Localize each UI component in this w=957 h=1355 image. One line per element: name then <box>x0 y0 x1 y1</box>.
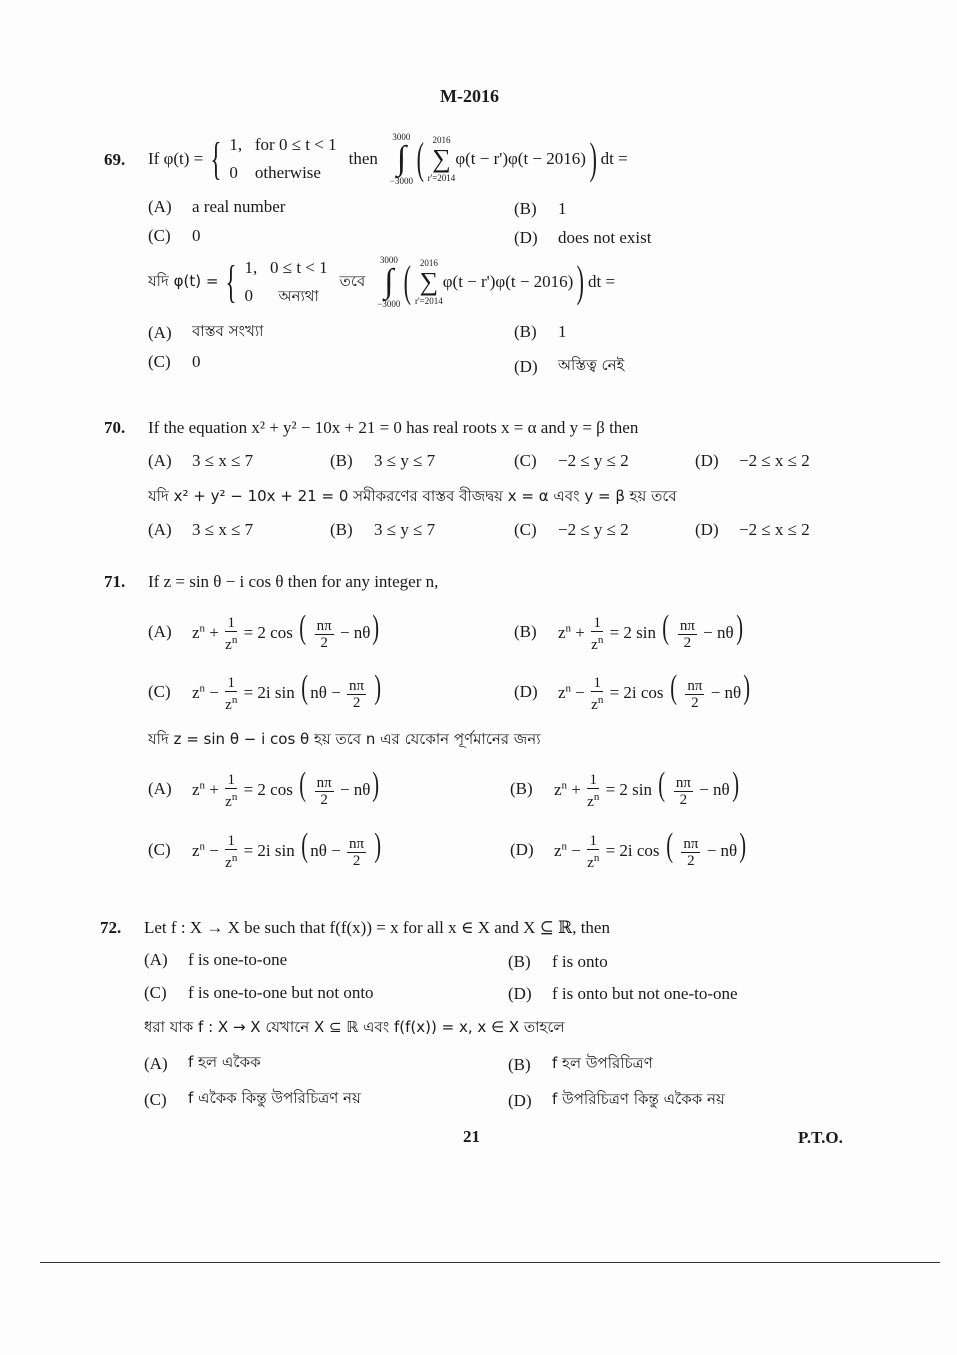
q69-statement <box>148 128 628 190</box>
case-cond: 0 ≤ t < 1 <box>270 258 328 277</box>
option-label: (C) <box>148 840 171 859</box>
option-text: f is onto but not one-to-one <box>552 984 738 1003</box>
q70-statement-bengali: যদি x² + y² − 10x + 21 = 0 সমীকরণের বাস্তব বীজদ্বয় x = α এবং y = β হয় তবে <box>148 487 677 505</box>
sign: + <box>571 779 581 799</box>
option-label: (A) <box>148 451 172 470</box>
option-text: f হল উপরিচিত্রণ <box>552 1054 653 1072</box>
limit: −3000 <box>389 176 413 186</box>
option-label: (B) <box>510 779 533 798</box>
numerator: nπ <box>679 617 695 634</box>
rhs: = 2i cos <box>609 682 664 702</box>
option-d-bengali[interactable] <box>514 354 624 379</box>
paren: ) <box>577 257 585 306</box>
limit: 2016 <box>419 258 438 268</box>
option-text: বাস্তব সংখ্যা <box>192 322 264 340</box>
q71-statement-bengali: যদি z = sin θ − i cos θ হয় তবে n এর যেকোন পূর্ণমানের জন্য <box>148 730 541 748</box>
q70-statement: If the equation x² + y² − 10x + 21 = 0 has real roots x = α and y = β then <box>148 418 639 437</box>
fraction <box>315 775 334 808</box>
integral: 3000 ∫ −3000 <box>389 132 413 186</box>
sign: + <box>209 779 219 799</box>
option-label: (A) <box>148 779 172 798</box>
option-b[interactable] <box>514 199 567 219</box>
option-label: (D) <box>695 451 719 470</box>
option-label: (D) <box>514 356 538 376</box>
option-label: (C) <box>148 226 171 245</box>
option-label: (D) <box>510 840 534 859</box>
option-label: (C) <box>148 682 171 701</box>
z: z <box>591 637 598 654</box>
option-a-bengali[interactable] <box>148 320 264 345</box>
summation: 2016 ∑ r'=2014 <box>427 135 456 183</box>
paren: ( <box>662 608 670 646</box>
paren: ( <box>301 668 309 706</box>
exponent: n <box>561 779 568 792</box>
rhs: = 2i sin <box>243 682 295 702</box>
option-text: f একৈক কিন্তু উপরিচিত্রণ নয় <box>188 1089 361 1107</box>
case-cond: for 0 ≤ t < 1 <box>254 135 337 154</box>
numerator: 1 <box>589 833 597 850</box>
case-cond: অন্যথা <box>278 287 319 305</box>
denominator <box>591 632 603 653</box>
denominator: 2 <box>679 791 688 808</box>
z: z <box>587 855 594 872</box>
option-a[interactable] <box>148 608 382 654</box>
option-b-bengali[interactable] <box>514 322 567 342</box>
numerator: 1 <box>227 772 235 789</box>
option-label: (B) <box>514 322 537 341</box>
q71-statement: If z = sin θ − i cos θ then for any integer n, <box>148 572 439 591</box>
option-c[interactable] <box>144 983 374 1003</box>
paren: ( <box>404 257 412 306</box>
page-number: 21 <box>463 1127 480 1146</box>
option-label: (A) <box>148 622 172 641</box>
fraction <box>347 836 366 869</box>
fraction <box>347 678 366 711</box>
cases <box>245 254 328 310</box>
option-a-bengali[interactable] <box>148 765 382 811</box>
exponent: n <box>199 682 206 695</box>
option-label: (D) <box>514 228 538 247</box>
case-value: 0 <box>229 163 238 182</box>
sign: − <box>575 682 585 702</box>
sign: − <box>571 840 581 860</box>
paper-code: M-2016 <box>440 86 499 106</box>
limit: 2016 <box>432 135 451 145</box>
option-label: (A) <box>144 1053 168 1073</box>
sign: + <box>575 622 585 642</box>
paren: ( <box>301 826 309 864</box>
exponent: n <box>597 694 604 707</box>
option-label: (C) <box>148 352 171 371</box>
post-term: − nθ <box>339 779 371 799</box>
option-text: 3 ≤ x ≤ 7 <box>192 520 254 539</box>
option-a[interactable] <box>148 197 285 217</box>
exponent: n <box>199 779 206 792</box>
post-term: − nθ <box>703 622 734 642</box>
post-term: − nθ <box>706 840 738 860</box>
paren: ( <box>416 134 424 183</box>
paren: ) <box>374 668 382 706</box>
denominator <box>225 789 237 810</box>
option-b[interactable] <box>330 451 435 471</box>
q72-statement-bengali: ধরা যাক f : X → X যেখানে X ⊆ ℝ এবং f(f(x)) = x, x ∈ X তাহলে <box>144 1018 565 1036</box>
option-label: (B) <box>330 520 353 539</box>
numerator: 1 <box>593 615 601 632</box>
z: z <box>554 779 562 799</box>
option-label: (C) <box>144 983 167 1002</box>
option-text: 1 <box>558 322 567 341</box>
paren: ) <box>374 826 382 864</box>
formula <box>558 608 745 654</box>
option-c-bengali[interactable] <box>144 1087 361 1112</box>
option-a[interactable] <box>144 950 287 970</box>
option-c[interactable] <box>514 451 629 471</box>
option-text: f is one-to-one but not onto <box>188 983 374 1002</box>
pre-term: nθ − <box>310 682 341 702</box>
fraction <box>591 615 603 653</box>
denominator: 2 <box>352 852 361 869</box>
q72-statement: Let f : X → X be such that f(f(x)) = x for all x ∈ X and X ⊆ ℝ, then <box>144 918 610 937</box>
rhs: = 2 sin <box>605 779 652 799</box>
denominator <box>591 692 603 713</box>
option-b[interactable] <box>508 952 608 972</box>
option-a-bengali[interactable] <box>144 1051 261 1076</box>
sign: − <box>209 840 219 860</box>
option-label: (C) <box>514 451 537 470</box>
q69-statement-bengali <box>148 251 615 313</box>
denominator <box>587 850 599 871</box>
option-text: f is onto <box>552 952 608 971</box>
paren: ( <box>658 765 666 803</box>
z: z <box>192 840 200 860</box>
z: z <box>554 840 562 860</box>
limit: r'=2014 <box>427 173 456 183</box>
paren: ) <box>589 134 597 183</box>
formula <box>192 668 384 714</box>
option-b-bengali[interactable] <box>508 1052 653 1077</box>
formula <box>192 608 382 654</box>
post-term: − nθ <box>699 779 730 799</box>
option-text: a real number <box>192 197 286 216</box>
option-label: (B) <box>514 199 537 218</box>
question-number: 72. <box>100 918 122 937</box>
bottom-rule <box>40 1262 940 1263</box>
option-c-bengali[interactable] <box>514 520 629 540</box>
denominator <box>225 850 237 871</box>
fraction <box>225 772 237 810</box>
fraction <box>225 675 237 713</box>
rhs: = 2i sin <box>243 840 295 860</box>
z: z <box>587 794 594 811</box>
formula <box>554 826 749 872</box>
exponent: n <box>199 622 206 635</box>
option-text: −2 ≤ y ≤ 2 <box>558 451 629 470</box>
z: z <box>192 779 200 799</box>
then-word: then <box>348 149 378 168</box>
exponent: n <box>231 852 238 865</box>
numerator: 1 <box>227 675 235 692</box>
numerator: 1 <box>589 772 597 789</box>
option-d[interactable] <box>514 668 753 714</box>
sign: + <box>209 622 219 642</box>
numerator: nπ <box>683 835 699 852</box>
option-a-bengali[interactable] <box>148 520 253 540</box>
paren: ) <box>372 608 380 646</box>
option-text: 3 ≤ y ≤ 7 <box>374 520 436 539</box>
z: z <box>225 855 232 872</box>
fraction <box>587 833 599 871</box>
denominator: 2 <box>320 791 328 808</box>
option-text: 0 <box>192 226 201 245</box>
numerator: nπ <box>349 835 365 852</box>
post-term: − nθ <box>710 682 742 702</box>
fraction <box>587 772 599 810</box>
option-text: 1 <box>558 199 567 218</box>
option-c[interactable] <box>148 668 384 714</box>
fraction <box>315 618 334 651</box>
numerator: 1 <box>227 833 235 850</box>
exponent: n <box>199 840 206 853</box>
option-label: (C) <box>144 1089 167 1109</box>
integrand: φ(t − r')φ(t − 2016) <box>442 272 574 291</box>
summation: 2016 ∑ r'=2014 <box>415 258 443 306</box>
option-a[interactable] <box>148 451 253 471</box>
option-text: 0 <box>192 352 201 371</box>
formula <box>192 765 382 811</box>
cases <box>229 131 336 187</box>
option-label: (B) <box>330 451 353 470</box>
z: z <box>591 697 598 714</box>
paren: ( <box>299 765 307 803</box>
numerator: nπ <box>675 774 691 791</box>
z: z <box>192 622 200 642</box>
denominator: 2 <box>352 694 361 711</box>
numerator: nπ <box>316 774 332 791</box>
denominator: 2 <box>691 694 699 711</box>
paren: ) <box>743 668 751 706</box>
option-text: f is one-to-one <box>188 950 288 969</box>
numerator: 1 <box>227 615 235 632</box>
option-c-bengali[interactable] <box>148 352 201 372</box>
fraction <box>681 836 700 869</box>
question-number: 71. <box>104 572 126 591</box>
exponent: n <box>231 791 238 804</box>
z: z <box>192 682 200 702</box>
exponent: n <box>231 634 238 647</box>
fraction <box>591 675 603 713</box>
pto-note: P.T.O. <box>798 1128 843 1147</box>
formula <box>558 668 753 714</box>
denominator: 2 <box>320 634 328 651</box>
formula <box>192 826 384 872</box>
q69-if: If φ(t) = <box>148 149 204 168</box>
option-text: অস্তিত্ব নেই <box>558 356 625 374</box>
brace: { <box>210 133 222 184</box>
question-number: 70. <box>104 418 126 437</box>
z: z <box>225 637 232 654</box>
option-text: 3 ≤ x ≤ 7 <box>192 451 254 470</box>
paren: ) <box>739 826 747 864</box>
z: z <box>558 622 566 642</box>
post-term: − nθ <box>339 622 371 642</box>
paren: ( <box>666 826 673 864</box>
option-label: (D) <box>508 984 532 1003</box>
option-label: (B) <box>508 952 531 971</box>
q69-if: যদি φ(t) = <box>148 271 219 290</box>
option-c-bengali[interactable] <box>148 826 384 872</box>
z: z <box>558 682 566 702</box>
exponent: n <box>597 634 604 647</box>
denominator: 2 <box>683 634 692 651</box>
option-label: (D) <box>514 682 538 701</box>
option-d[interactable] <box>508 984 738 1004</box>
option-label: (D) <box>695 520 719 539</box>
option-text: 3 ≤ y ≤ 7 <box>374 451 436 470</box>
option-b-bengali[interactable] <box>510 765 741 811</box>
then-word: তবে <box>339 271 366 290</box>
exponent: n <box>565 682 572 695</box>
fraction <box>225 833 237 871</box>
option-text: −2 ≤ x ≤ 2 <box>739 520 810 539</box>
question-number: 69. <box>104 150 126 169</box>
fraction <box>225 615 237 653</box>
option-text: f উপরিচিত্রণ কিন্তু একৈক নয় <box>552 1090 725 1108</box>
option-d-bengali[interactable] <box>508 1088 725 1113</box>
option-label: (A) <box>148 520 172 539</box>
fraction <box>685 678 704 711</box>
z: z <box>225 794 232 811</box>
case-value: 1, <box>229 135 243 154</box>
option-label: (C) <box>514 520 537 539</box>
denominator <box>225 632 237 653</box>
option-text: f হল একৈক <box>188 1053 261 1071</box>
integrand: φ(t − r')φ(t − 2016) <box>455 149 586 168</box>
paren: ) <box>735 608 743 646</box>
exponent: n <box>231 694 238 707</box>
case-cond: otherwise <box>254 163 321 182</box>
fraction <box>674 775 693 808</box>
formula <box>554 765 741 811</box>
fraction <box>678 618 697 651</box>
case-value: 1, <box>244 258 258 277</box>
option-c[interactable] <box>148 226 201 246</box>
brace: { <box>225 256 237 307</box>
option-text: −2 ≤ y ≤ 2 <box>558 520 629 539</box>
rhs: = 2 cos <box>243 622 293 642</box>
numerator: nπ <box>687 677 703 694</box>
numerator: nπ <box>316 617 332 634</box>
option-b[interactable] <box>514 608 745 654</box>
integral: 3000 ∫ −3000 <box>377 255 401 309</box>
exponent: n <box>593 791 600 804</box>
rhs: = 2 sin <box>609 622 656 642</box>
pre-term: nθ − <box>310 840 341 860</box>
dt: dt = <box>600 149 628 168</box>
limit: 3000 <box>392 132 411 142</box>
paren: ( <box>299 608 307 646</box>
option-label: (A) <box>148 322 172 342</box>
denominator <box>225 692 237 713</box>
limit: r'=2014 <box>415 296 443 306</box>
option-label: (D) <box>508 1090 532 1110</box>
numerator: nπ <box>349 677 365 694</box>
exponent: n <box>565 622 572 635</box>
option-label: (B) <box>514 622 537 641</box>
exponent: n <box>561 840 568 853</box>
paren: ) <box>731 765 739 803</box>
paren: ( <box>670 668 677 706</box>
numerator: 1 <box>593 675 601 692</box>
option-label: (B) <box>508 1054 531 1074</box>
rhs: = 2i cos <box>605 840 660 860</box>
option-label: (A) <box>148 197 172 216</box>
sign: − <box>209 682 219 702</box>
limit: −3000 <box>377 299 401 309</box>
option-d-bengali[interactable] <box>510 826 749 872</box>
option-d[interactable] <box>695 451 810 471</box>
limit: 3000 <box>379 255 398 265</box>
case-value: 0 <box>244 286 253 305</box>
option-d-bengali[interactable] <box>695 520 810 540</box>
option-d[interactable] <box>514 228 652 248</box>
denominator <box>587 789 599 810</box>
paren: ) <box>372 765 380 803</box>
option-label: (A) <box>144 950 168 969</box>
option-b-bengali[interactable] <box>330 520 435 540</box>
rhs: = 2 cos <box>243 779 293 799</box>
option-text: −2 ≤ x ≤ 2 <box>739 451 810 470</box>
z: z <box>225 697 232 714</box>
dt: dt = <box>588 272 616 291</box>
denominator: 2 <box>687 852 695 869</box>
option-text: does not exist <box>558 228 652 247</box>
exponent: n <box>593 852 600 865</box>
